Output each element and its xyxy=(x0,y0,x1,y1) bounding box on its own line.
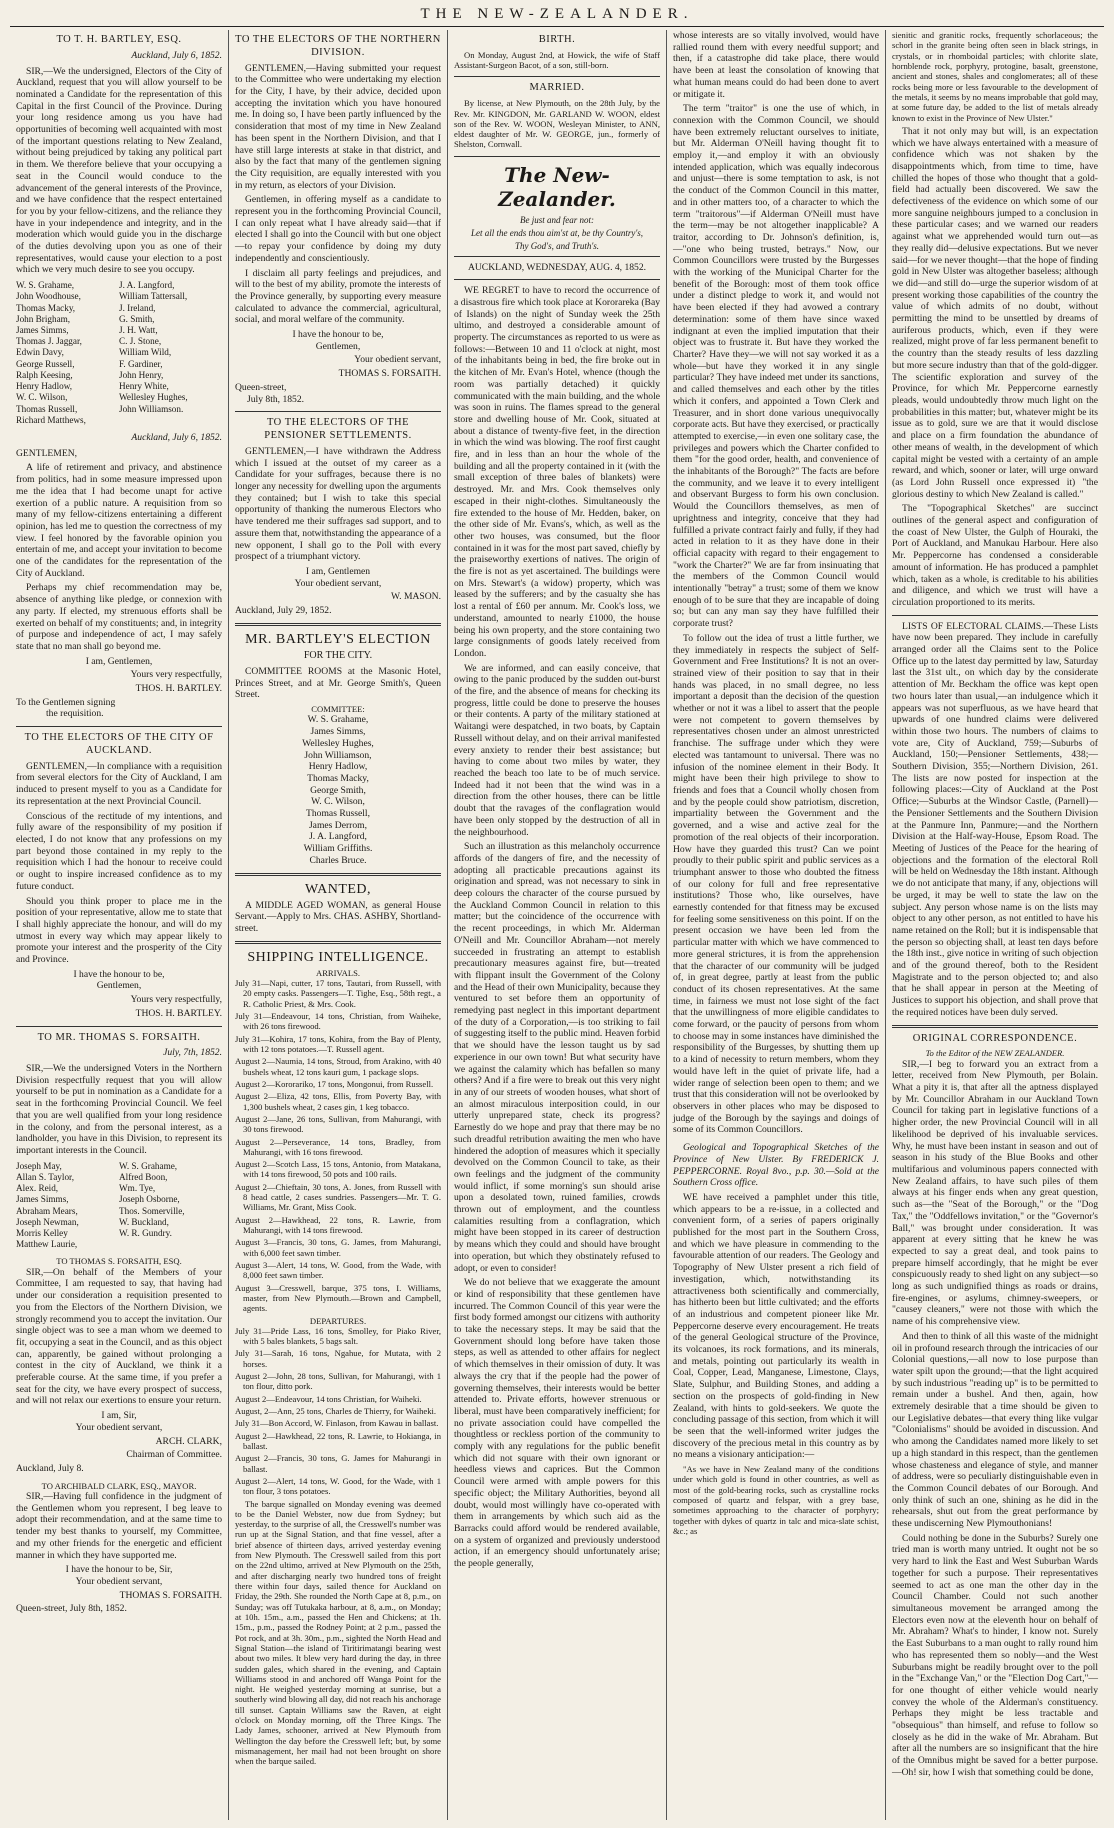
signatory-name: Alex. Reid, xyxy=(16,1183,59,1194)
divider xyxy=(454,279,660,280)
fire-editorial-continued xyxy=(673,30,879,1136)
paragraph: Gentlemen, in offering myself as a candidate to represent you in the forthcoming Provincial Council, I can only repeat what I have already said—that if elected I shall go into the Council with but one object—to repay your confidence by doing my duty independently and conscientiously. xyxy=(235,194,441,264)
paragraph: Conscious of the rectitude of my intentions, and fully aware of the responsibility of my position if elected, I do not know that any professions on my part beyond those contained in my reply to the requisition which I had the honour to receive could or ought to inspire increased confidence as to my future conduct. xyxy=(16,810,222,892)
signatory-name: G. Smith, xyxy=(119,313,155,324)
committee-member: W. S. Grahame, xyxy=(307,714,369,726)
column-4 xyxy=(667,30,886,1820)
signatory-name: Thomas J. Jaggar, xyxy=(16,336,82,347)
motto: Be just and fear not: xyxy=(520,214,594,225)
arrival-entry: August 3—Cresswell, barque, 375 tons, I. Williams, master, from New Plymouth.—Brown and Campbell, agents. xyxy=(235,1282,441,1314)
arrival-entry: July 31—Endeavour, 14 tons, Christian, from Waiheke, with 26 tons firewood. xyxy=(235,1011,441,1032)
paragraph: Should you think proper to place me in the position of your representative, allow me to state that I shall highly appreciate the honour, and will do my utmost in every way which may appear likely to promote your interest and the prosperity of the City and Province. xyxy=(16,895,222,966)
signatory-name: J. Ireland, xyxy=(119,302,156,313)
signatory-name: Thos. Somerville, xyxy=(119,1205,185,1216)
signatory-name: C. J. Stone, xyxy=(119,336,162,347)
arrival-entry: August 2—Hawkhead, 22 tons, R. Lawrie, from Mahurangi, with 14 tons firewood. xyxy=(235,1214,441,1235)
divider xyxy=(235,941,441,944)
signatories xyxy=(16,1161,222,1251)
arrival-entry: August 2—Jane, 26 tons, Sullivan, from Mahurangi, with 30 tons firewood. xyxy=(235,1113,441,1135)
article-heading: TO THE ELECTORS OF THE NORTHERN DIVISION. xyxy=(235,34,441,58)
article-heading: TO THE ELECTORS OF THE PENSIONER SETTLEMENTS. xyxy=(264,417,412,442)
closing: I have the honour to be, xyxy=(292,329,384,341)
signature-title: Chairman of Committee. xyxy=(126,1449,222,1461)
paragraph: LISTS OF ELECTORAL CLAIMS.—These Lists have now been prepared. They include in carefully arranged order all the Claims sent to the Police Office up to the latest day permitted by law, Saturday last the 31st ult., on which day by the considerate attention of Mr. Beckham the office was kept open two hours later than usual,—an indulgence which it appears was not superfluous, as we have heard that upwards of one hundred claims were delivered within those two hours. The numbers of claims to vote are, City of Auckland, 759;—Suburbs of Auckland, 150;—Pensioner Settlements, 438;—Southern Division, 355;—Northern Division, 261. The lists are now posted for inspection at the following places:—City of Auckland at the Post Office;—Suburbs at the Windsor Castle, (Parnell)—the Pensioner Settlements and the Southern Division at the Panmure Inn, Panmure;—and the Northern Division at the Half-way-House, Epsom Road. The Meeting of Justices of the Peace for the hearing of objections and the formation of the electoral Roll will be held on Wednesday the 18th instant. Although we do not anticipate that many, if any, objections will be urged, it may be well to state the law on the subject. Any person whose name is on the lists may object to any other person, as not entitled to have his name retained on the Roll; but it is indispensable that the person so objecting shall, at least ten days before the 18th inst., give notice in writing of such objection and of the ground thereof, both to the Resident Magistrate and to the person objected to; and also that he shall appear in person at the Meeting of Justices to support his objection, and shall prove that the required notices have been duly served. xyxy=(892,620,1098,1018)
committee-member: Wellesley Hughes, xyxy=(302,737,374,749)
book-review-continued xyxy=(892,30,1098,609)
bartley-reply xyxy=(16,432,222,720)
article-heading: TO MR. THOMAS S. FORSAITH. xyxy=(37,1031,201,1043)
divider xyxy=(454,76,660,77)
signature: THOMAS S. FORSAITH. xyxy=(338,368,441,380)
signatories-left xyxy=(16,280,119,426)
section-label: ARRIVALS. xyxy=(315,967,360,978)
committee-member: Thomas Russell, xyxy=(306,808,370,820)
marriage-notice xyxy=(454,82,660,149)
masthead: THE NEW-ZEALANDER. xyxy=(10,6,1104,27)
closing: I have the honour to be, xyxy=(73,968,165,980)
arrival-entry: August 2—Eliza, 42 tons, Ellis, from Poverty Bay, with 1,300 bushels wheat, 2 cases gin, 1 keg tobacco. xyxy=(235,1091,441,1112)
article-subheading: FOR THE CITY. xyxy=(303,649,373,661)
dateline: Auckland, July 6, 1852. xyxy=(131,49,222,61)
paragraph: A life of retirement and privacy, and abstinence from politics, had in some measure impressed upon me the idea that I had become unapt for active exertion of a public nature. A requisition from so many of my fellow-citizens entertaining a different opinion, has led me to question the correctness of my view. I feel honored by the favorable opinion you entertain of me, and accept your invitation to become one of the candidates for the representation of the City of Auckland. xyxy=(16,462,222,579)
column-3 xyxy=(448,30,667,1820)
departure-entry: August 2—Francis, 30 tons, G. James for Mahurangi in ballast. xyxy=(235,1453,441,1474)
signatory-name: J. H. Watt, xyxy=(119,325,158,336)
paragraph: whose interests are so vitally involved, would have rallied round them with every needful support; and then, if a catastrophe did take place, there would have been at least the consolation of knowing that what human means could do had been done to avert or mitigate it. xyxy=(673,30,879,100)
committee-member: Thomas Macky, xyxy=(307,772,369,784)
paragraph: Such an illustration as this melancholy occurrence affords of the dangers of fire, and the necessity of adopting all practicable precautions against its origination and spread, was not necessary to sink in deep colours the character of the course pursued by the Auckland Common Council in relation to this matter; but the coincidence of the occurrence with the recent proceedings, in which Mr. Alderman O'Neill and Mr. Councillor Abraham—not merely succeeded in frustrating an attempt to establish precautionary measures against fire, but—treated with flippant insult the Government of the Colony and the Head of their own Municipality, because they ventured to set before them an opportunity of remedying past neglect in this important department of the duty of a Corporation,—is too striking to fail of suggesting itself to the public mind. Heaven forbid that we should have the lesson taught us by sad experience in our own town! But what security have we against the calamity which has befallen so many others? And if a fire were to break out this very night in any of our streets of wooden houses, what short of an almost miraculous interposition could, in our utterly unprepared state, check its progress? Earnestly do we hope and pray that there may be no such dreadful retribution awaiting the men who have hindered the adoption of measures which it specially devolved on the Common Council to take, as their own feelings and the judgment of the community would inflict, if some morning's sun should arise upon a desolated town, ruined families, crowds thrown out of employment, and the countless calamities resulting from a conflagration, which might have been stopped in its career of destruction by means which they could and should have brought into operation, but which they obstinately refused to adopt, or even to consider! xyxy=(454,841,660,1274)
motto: Let all the ends thou aim'st at, be thy Country's, xyxy=(470,227,644,238)
paragraph: Perhaps my chief recommendation may be, absence of anything like pledge, or connexion with any party. If elected, my strenuous efforts shall be exerted on behalf of my constituents; and, in integrity of purpose and independence of act, I may safely state that no man shall go beyond me. xyxy=(16,582,222,652)
divider xyxy=(235,623,441,626)
divider xyxy=(16,1026,222,1027)
article-body: SIR,—On behalf of the Members of your Committee, I am requested to say, that having had under our consideration a requisition presented to you from the Electors of the Northern Division, we strongly recommend you to accept the invitation. Our single object was to see a man whom we deemed to fit, occupying a seat in the Council, and as this object can, apparently, be gained without prolonging a contest in the city of Auckland, we think it a preferable course. At the same time, if you prefer a seat for the city, we have every prospect of success, and will not relax our exertions to ensure your return. xyxy=(16,1266,222,1407)
article-body: COMMITTEE ROOMS at the Masonic Hotel, Princes Street, and at Mr. George Smith's, Queen Street. xyxy=(235,665,441,701)
forsaith-reply xyxy=(16,1481,222,1615)
article-body: SIR,—We the undersigned, Electors of the City of Auckland, request that you will allow yourself to be nominated a Candidate for the representation of this Capital in the first Council of the Province. During your long residence among us you have had opportunities of becoming well acquainted with most of the important questions relating to New Zealand, without being prejudiced by taking any political part in them. We therefore believe that your occupying a seat in the Council would conduce to the advancement of the general interests of the Province, and we have confidence that the respect entertained for you by your fellow-citizens, and the reliance they have in your independence and integrity, and in the moderation which would guide you in the discharge of the duties devolving upon you as one of their representatives, would cause your election to a post which we very much desire to see you occupy. xyxy=(16,65,222,276)
electoral-claims-notice xyxy=(892,621,1098,1019)
departure-entry: August, 2—Ann, 25 tons, Charles de Thierry, for Waiheki. xyxy=(235,1406,437,1416)
signatory-name: W. R. Gundry. xyxy=(119,1227,172,1238)
arrival-entry: August 2—Kororariko, 17 tons, Mongonui, from Russell. xyxy=(235,1078,434,1089)
addressee: TO ARCHIBALD CLARK, ESQ., MAYOR. xyxy=(41,1480,197,1491)
signatory-name: Henry White, xyxy=(119,381,169,392)
column-2 xyxy=(229,30,448,1820)
paragraph: The term "traitor" is one the use of which, in connexion with the Common Council, we should have been extremely reluctant ourselves to initiate, but Mr. Alderman O'Neill having thought fit to employ it,—and employ it with an obviously intended application, which was equally indecorous and unjust—there is some temptation to ask, is not the conduct of the Common Council in this matter, and in other matters too, of a character to which the term "traitorous"—if Alderman O'Neill must have the term—may be not altogether inapplicable? A traitor, according to Dr. Johnson's definition, is,—"one who being trusted, betrays." Now, our Common Councillors were trusted by the Burgesses with the working of the Municipal Charter for the benefit of the Borough: most of them took office under a distinct pledge to work it, and would not have been elected if they had avowed a contrary determination: some of them have since waxed indignant at even the implied imputation that their object was to frustrate it. But have they worked the Charter? Have they—we will not say worked it as a whole—but have they worked it in any single particular? They have indeed met under its sanctions, and called themselves and each other by the titles which it confers, and appointed a Town Clerk and Treasurer, and in short done various unequivocally corporate acts. But have they exercised, or practically attempted to exercise,—in even one solitary case, the privileges and powers which the Charter confided to them "for the good order, health, and convenience of the inhabitants of the Borough?" The facts are before the community, and we leave it to every intelligent and observant Burgess to form his own conclusion. Would the Councillors themselves, as men of uprightness and integrity, conceive that they had fulfilled a private contract fairly and fully, if they had acted in relation to it as they have done in their official capacity with regard to their engagement to "work the Charter?" We are far from insinuating that the members of the Common Council would intentionally "betray" a trust; some of them we know enough of to be sure that they are incapable of doing so; but can any man say they have fulfilled their corporate trust? xyxy=(673,103,879,630)
signatory-name: Thomas Macky, xyxy=(16,302,76,313)
paragraph: The "Topographical Sketches" are succinct outlines of the general aspect and configuration of the coast of New Ulster, the Gulph of Houraki, the Port of Auckland, and Manukau Harbour. Here also Mr. Peppercorne has condensed a considerable amount of information. He has produced a pamphlet which, taken as a whole, is creditable to his abilities and diligence, and which we trust will have a circulation proportioned to its merits. xyxy=(892,503,1098,608)
shipping-intelligence xyxy=(235,949,441,1767)
closing: Your obedient servant, xyxy=(294,577,382,589)
signature: W. MASON. xyxy=(390,591,441,603)
book-review xyxy=(673,1142,879,1536)
arrival-entry: August 2—Chieftain, 30 tons, A. Jones, from Russell with 8 head cattle, 2 cases sundries. Passengers—Mr. T. G. Williams, Mr. Grant, Miss Cook. xyxy=(235,1181,441,1213)
closing: Your obedient servant, xyxy=(75,1421,163,1433)
departure-entry: August 2—Alert, 14 tons, W. Good, for the Wade, with 1 ton flour, 3 tons potatoes. xyxy=(235,1475,441,1497)
closing: Gentlemen, xyxy=(315,340,361,352)
article-body: SIR,—Having full confidence in the judgment of the Gentlemen whom you represent, I beg leave to adopt their recommendation, and at the same time to tender my best thanks to yourself, my Committee, and my other friends for the energetic and efficient manner in which they have supported me. xyxy=(16,1490,222,1561)
paragraph: GENTLEMEN,—In compliance with a requisition from several electors for the City of Auckland, I am induced to present myself to you as a Candidate for its representation at the next Provincial Council. xyxy=(16,760,222,807)
signatories-left xyxy=(16,1161,119,1251)
signatories-right xyxy=(119,1161,222,1251)
signatory-name: Wellesley Hughes, xyxy=(119,392,188,403)
addressee: TO THOMAS S. FORSAITH, ESQ. xyxy=(56,1256,182,1267)
committee-letter xyxy=(16,1256,222,1474)
dateline: Auckland, July 6, 1852. xyxy=(131,432,222,443)
signatory-name: Matthew Laurie, xyxy=(16,1239,78,1250)
committee-member: James Derrom, xyxy=(308,819,368,831)
signatory-name: George Russell, xyxy=(16,358,75,369)
signatory-name: John Brigham, xyxy=(16,313,71,324)
article-heading: BIRTH. xyxy=(538,34,576,45)
departure-entry: July 31—Bon Accord, W. Finlason, from Kawau in ballast. xyxy=(235,1418,439,1429)
article-body: On Monday, August 2nd, at Howick, the wife of Staff Assistant-Surgeon Bacot, of a son, still-born. xyxy=(454,49,660,71)
signatory-name: James Simms, xyxy=(16,325,69,336)
article-heading: TO T. H. BARTLEY, ESQ. xyxy=(56,34,182,45)
article-heading: MARRIED. xyxy=(529,82,585,94)
salutation: GENTLEMEN, xyxy=(16,447,78,459)
arrival-entry: August 3—Alert, 14 tons, W. Good, from the Wade, with 8,000 feet sawn timber. xyxy=(235,1259,441,1281)
address-to-northern-division xyxy=(235,34,441,405)
motto: Thy God's, and Truth's. xyxy=(514,240,600,251)
signatory-name: Thomas Russell, xyxy=(16,403,78,414)
fire-editorial xyxy=(454,285,660,1570)
review-title: Geological and Topographical Sketches of the Province of New Ulster. By FREDERICK J. PEPPERCORNE. Royal 8vo., p.p. 30.—Sold at the Southern Cross office. xyxy=(673,1142,879,1189)
arrival-entry: July 31—Kohira, 17 tons, Kohira, from the Bay of Plenty, with 12 tons potatoes.—T. Russell agent. xyxy=(235,1033,441,1054)
birth-notice xyxy=(454,34,660,70)
paper-title: The New-Zealander. xyxy=(498,162,616,212)
divider xyxy=(235,411,441,412)
address-to-pensioner-settlements xyxy=(235,417,441,616)
signature: ARCH. CLARK, xyxy=(155,1435,222,1447)
committee-members xyxy=(235,714,441,866)
address-to-city-electors xyxy=(16,732,222,1019)
committee-member: James Simms, xyxy=(310,726,366,738)
departure-entry: July 31—Pride Lass, 16 tons, Smolley, for Piako River, with 5 bales blankets, 5 bags salt. xyxy=(235,1325,441,1347)
closing: I have the honour to be, Sir, xyxy=(65,1564,173,1576)
article-body: SIR,—We the undersigned Voters in the Northern Division respectfully request that you will allow yourself to be put in nomination as a Candidate for a seat in the forthcoming Provincial Council. We feel that you are well qualified from your long residence in the colony, and from the personal interest, as a landholder, you have in this Division, to represent its important interests in the Council. xyxy=(16,1063,222,1156)
wanted-advert xyxy=(235,881,441,935)
dateline: Auckland, July 29, 1852. xyxy=(235,605,332,617)
paragraph: I disclaim all party feelings and prejudices, and will to the best of my ability, promote the interests of the Province generally, by supporting every measure calculated to advance the commercial, agricultural, social, and moral welfare of the community. xyxy=(235,267,441,326)
article-heading: SHIPPING INTELLIGENCE. xyxy=(247,949,429,965)
paragraph: GENTLEMEN,—Having submitted your request to the Committee who were undertaking my election for the City, I have, by their advice, decided upon accepting the invitation which you have honoured me. In doing so, I have been partly influenced by the consideration that most of my time in New Zealand has been spent in the Northern Division, and that I have still large interests at stake in that district, and also by the fact that many of the gentlemen signing the City requisition, are equally interested with you in my return, as electors of your Division. xyxy=(235,62,441,191)
addressee: To the Editor of the NEW ZEALANDER. xyxy=(925,1048,1065,1059)
committee-member: J. A. Langford, xyxy=(309,831,367,843)
signature: THOS. H. BARTLEY. xyxy=(135,683,222,695)
arrival-entry: August 2—Perseverance, 14 tons, Bradley, from Mahurangi, with 16 tons firewood. xyxy=(235,1136,441,1157)
dateline: July, 7th, 1852. xyxy=(163,1047,222,1059)
arrival-entry: August 3—Francis, 30 tons, G. James, from Mahurangi, with 6,000 feet sawn timber. xyxy=(235,1237,441,1258)
closing: I am, Gentlemen, xyxy=(85,655,153,667)
closing: I am, Sir, xyxy=(101,1410,137,1422)
article-heading: WANTED, xyxy=(304,881,372,897)
committee-member: Henry Hadlow, xyxy=(308,761,368,773)
divider xyxy=(892,1025,1098,1028)
divider xyxy=(454,156,660,157)
paragraph: Could nothing be done in the Suburbs? Surely one tried man is worth many untried. It ought not be so very hard to link the East and West Suburban Wards together for such a purpose. Their representatives seemed to act as one man the other day in the Council Chamber. Could not such another simultaneous movement be arranged among the Electors even now at the eleventh hour on behalf of Mr. Abraham? What's to hinder, I know not. Surely the East Suburbans to a man ought to rally round him who has represented them so nobly—and the West Suburbans might be readily brought over to the poll in the "Exchange Van," or the "Election Dog Cart,"—for one thought of either vehicle would nearly convey the whole of the Alderman's constituency. Perhaps they might be less tractable and "obsequious" than himself, and refuse to follow so closely as he did in the wake of Mr. Abraham. But after all the numbers are so insignificant that the hire of the Omnibus might be saved for a better purpose.—Oh! sir, how I wish that something could be done, xyxy=(892,1532,1098,1778)
signatory-name: Alfred Boon, xyxy=(119,1171,168,1182)
signatory-name: Joseph Osborne, xyxy=(119,1194,180,1205)
signatory-name: W. C. Wilson, xyxy=(16,392,68,403)
columns xyxy=(10,30,1104,1820)
signatory-name: Edwin Davy, xyxy=(16,347,64,358)
signatory-name: Joseph Newman, xyxy=(16,1216,79,1227)
committee-member: George Smith, xyxy=(310,784,366,796)
signatory-name: F. Gardiner, xyxy=(119,358,163,369)
paragraph: We do not believe that we exaggerate the amount or kind of responsibility that these gentlemen have incurred. The Common Council of this year were the first body formed amongst our citizens with authority to take the necessary steps. It may be said that the Government should long before have taken those steps, as well as attended to other affairs for neglect of which themselves in their omission of duty. It was always the cry that if the people had the power of governing themselves, their interests would be better attended to. Private efforts, however strenuous or liberal, must have been comparatively inefficient; for no private association could have compelled the thoughtless or reckless portion of the community to comply with any regulations for the public benefit which did not square with their own ignorant or heedless views and caprices. But the Common Council were armed with ample powers for this specific object; the Military Authorities, beyond all doubt, would most willingly have co-operated with them in arrangements by which such aid as the Barracks could afford would be rendered available, on a system of organized and previously understood action, if an emergency should unfortunately arise; the people generally, xyxy=(454,1277,660,1570)
paragraph: WE have received a pamphlet under this title, which appears to be a re-issue, in a collected and convenient form, of a series of papers originally published for the most part in the Southern Cross, and which we have pleasure in commending to the favourable attention of our readers. The Geology and Topography of New Ulster present a rich field of investigation, which, notwithstanding its attractiveness both scientifically and commercially, has hitherto been but little cultivated; and the efforts of an industrious and competent pioneer like Mr. Peppercorne deserve every encouragement. He treats of the general Geological structure of the Province, its volcanoes, its rock formations, and its minerals, and metals, pointing out particularly its wealth in Coal, Copper, Lead, Manganese, Limestone, Clays, Slate, Sulphur, and Building Stones, and adding a section on the prospects of gold-finding in New Zealand, with hints to gold-seekers. We quote the concluding passage of this section, from which it will be seen that the well-informed writer judges the discovery of the precious metal in this country as by no means a visionary anticipation:— xyxy=(673,1191,879,1461)
paragraph: WE REGRET to have to record the occurrence of a disastrous fire which took place at Kororareka (Bay of Islands) on the night of Sunday week the 25th ultimo, and destroyed a considerable amount of property. The circumstances as reported to us were as follows:—Between 10 and 11 o'clock at night, most of the inhabitants being in bed, the fire broke out in the kitchen of Mr. Evan's Hotel, whence (though the room was partially detached) it quickly communicated with the main building, and the whole was soon in ruins. The flames spread to the general store and dwelling house of Mr. Cook, situated at about a distance of twenty-five feet, in the direction in which the wind was blowing. The roof first caught fire, and in less than an hour the whole of the building and all the property contained in it (with the small exception of three bales of blankets) were destroyed. Mr. and Mrs. Cook themselves only escaped in their night-clothes. Simultaneously the fire extended to the house of Mr. Hedden, baker, on the other side of Mr. Evans's, which, as well as the other two houses, was consumed, but the floor contained in it was for the most part saved, chiefly by the praiseworthy exertions of natives. The origin of the fire is not as yet ascertained. The buildings were on Mrs. Stewart's (a widow) property, which was leased by the sufferers; and by the casualty she has lost a rental of £60 per annum. Mr. Cook's loss, we understand, amounted to nearly £1000, the house being his own property, and the store containing two large consignments of goods lately received from London. xyxy=(454,285,660,659)
arrival-entry: August 2—Scotch Lass, 15 tons, Antonio, from Matakana, with 14 tons firewood, 50 pots and 100 rails. xyxy=(235,1159,441,1180)
signatory-name: Joseph May, xyxy=(16,1160,62,1171)
closing: Your obedient servant, xyxy=(354,354,441,366)
signatories-right xyxy=(119,280,222,426)
signatory-name: John Williamson. xyxy=(119,403,184,414)
place: Queen-street, xyxy=(235,381,287,393)
quotation: sienitic and granitic rocks, frequently schorlaceous; the schorl in the granite being often seen in black strings, in crystals, or in rhomboidal particles; with chlorite slate, hornblende rock, porphyry, protogine, basalt, greenstone, ancient and stones, shales and conglomerates; all of these rocks being more or less favourable to the development of the metals, it seems by no means improbable that gold may, at some future day, be added to the list of metals already known to exist in the Province of New Ulster." xyxy=(892,30,1098,123)
election-committee-notice xyxy=(235,631,441,867)
correspondence xyxy=(892,1033,1098,1779)
arrivals-list xyxy=(235,978,441,1313)
departure-entry: August 2—John, 28 tons, Sullivan, for Mahurangi, with 1 ton flour, ditto pork. xyxy=(235,1371,441,1392)
section-label: DEPARTURES. xyxy=(309,1315,367,1326)
divider xyxy=(454,256,660,257)
signatory-name: William Wild, xyxy=(119,347,172,358)
signatory-name: J. A. Langford, xyxy=(119,280,175,291)
signatory-name: John Henry, xyxy=(119,369,164,380)
signatory-name: Wm. Tye, xyxy=(119,1183,156,1194)
arrival-entry: July 31—Napi, cutter, 17 tons, Tautari, from Russell, with 20 empty casks. Passengers—T. Tighe, Esq., 58th regt., a R. Catholic Priest, & Mrs. Cook. xyxy=(235,978,441,1009)
committee-label: COMMITTEE: xyxy=(311,704,365,715)
signatory-name: W. S. Grahame, xyxy=(119,1160,178,1171)
signatory-name: Richard Matthews, xyxy=(16,414,86,425)
committee-member: William Griffiths. xyxy=(303,843,373,855)
paragraph: SIR,—I beg to forward you an extract from a letter, received from New Plymouth, per Bolain. What a pity it is, that after all the aptness displayed by Mr. Councillor Abraham in our Auckland Town Council for taking part in legislative functions of a higher order, the new Provincial Council will in all likelihood be deprived of his invaluable services. Why, he must have been instant in season and out of season in his study of the Blue Books and other multifarious and voluminous papers connected with New Zealand affairs, to have such piles of them always at his finger ends when any great question, such as—the "Seat of the Borough," or the "Dog Tax," the "Oddfellows invitation," or the "Governor's Ball," was brought under consideration. It was apparent at every sitting that he knew he was expected to say a great deal, and took pains to prepare himself accordingly, that he might be ever conspicuously ready to shed light on any subject—so long as such undignified things as roads or drains, fire-engines, or asylums, chimney-sweepers, or "causey cleaners," were not those with which the name of his comprehensive view. xyxy=(892,1058,1098,1328)
column-1 xyxy=(10,30,229,1820)
divider xyxy=(16,726,222,727)
paragraph: That it not only may but will, is an expectation which we have always entertained with a measure of confidence which was not shaken by the disappointments which, from time to time, have chilled the hopes of those who thought that a gold-field had actually been discovered. We saw the defectiveness of the evidence on which some of our more sanguine neighbours jumped to a conclusion in these particular cases; and we warned our readers against what we apprehended would turn out—as they really did—delusive expectations. But we never said—for we never thought—that the hope of finding gold in New Ulster was altogether baseless; although we did—and still do—urge the superior wisdom of at present working those capabilities of the country the value of which admits of no doubt, without permitting the mind to be unsettled by dreams of auriferous products, which, even if they were realized, might prove of far less permanent benefit to the country than the steady results of less dazzling but more secure industry than that of the gold-digger. The scientific exploration and survey of the Province, for which Mr. Peppercorne earnestly pleads, would undoubtedly throw much light on the probabilities in this matter; but, whatever might be its issue as to gold, sure we are that it would disclose and place on a firm foundation the abundance of other means of wealth, in the development of which capital might be vested with a certainty of an ample reward, and which, sooner or later, will urge onward (as Lord John Russell once expressed it) "the glorious destiny to which New Zealand is called." xyxy=(892,125,1098,500)
signature: THOS. H. BARTLEY. xyxy=(135,1007,222,1019)
article-heading: TO THE ELECTORS OF THE CITY OF AUCKLAND. xyxy=(24,732,214,756)
article-heading: ORIGINAL CORRESPONDENCE. xyxy=(912,1032,1078,1044)
closing: Gentlemen, xyxy=(96,980,142,992)
signatory-name: W. S. Grahame, xyxy=(16,280,75,291)
closing: I am, Gentlemen xyxy=(305,565,371,577)
quotation: "As we have in New Zealand many of the conditions under which gold is found in other countries, as well as most of the gold-bearing rocks, such as crystalline rocks composed of quartz and felspar, with a grey base, sometimes approaching to the character of porphyry; together with dykes of quartz in talc and mica-slate schist, &c.; as xyxy=(673,1464,879,1536)
signatory-name: John Woodhouse, xyxy=(16,291,81,302)
signature: THOMAS S. FORSAITH. xyxy=(119,1589,222,1601)
closing: Yours very respectfully, xyxy=(130,994,222,1006)
paragraph: We are informed, and can easily conceive, that owing to the panic produced by the sudden out-burst of the fire, and the absence of means for checking its progress, little could be done to preserve the houses or their contents. A party of the military stationed at Waitangi were despatched, in two boats, by Captain Russell without delay, and on their arrival manifested every anxiety to render their best assistance; but having to come about two miles by water, they reached the beach too late to be of much service. Indeed had it not been that the wind was in a direction from the other houses, there can be little doubt that the ravages of the conflagration would have been only stopped by the destruction of all in the neighbourhood. xyxy=(454,662,660,838)
signatory-name: Morris Kelley xyxy=(16,1227,68,1238)
signatory-name: Allan S. Taylor, xyxy=(16,1171,75,1182)
article-body: By license, at New Plymouth, on the 28th July, by the Rev. Mr. KINGDON, Mr. GARLAND W. WOON, eldest son of the Rev. W. WOON, Wesleyan Minister, to ANN, eldest daughter of Mr. W. GEORGE, jun., formerly of Shelston, Cornwall. xyxy=(454,98,660,150)
dateline: Auckland, July 8. xyxy=(16,1462,84,1474)
article-heading: MR. BARTLEY'S ELECTION xyxy=(245,631,431,647)
article-body: A MIDDLE AGED WOMAN, as general House Servant.—Apply to Mrs. CHAS. ASHBY, Shortland-street. xyxy=(235,899,441,935)
column-5 xyxy=(886,30,1104,1820)
signatory-name: Ralph Keesing, xyxy=(16,369,73,380)
signatory-name: James Simms, xyxy=(16,1194,69,1205)
departure-entry: August 2—Endeavour, 14 tons Christian, for Waiheki. xyxy=(235,1393,422,1404)
divider xyxy=(892,615,1098,616)
signatory-name: W. Buckland, xyxy=(119,1216,169,1227)
article-body: GENTLEMEN,—I have withdrawn the Address which I issued at the outset of my career as a Candidate for your suffrages, because there is no longer any necessity for dwelling upon the arguments they contained; but I wish to take this special opportunity of thanking the numerous Electors who have tendered me their suffrages sad support, and to assure them that, notwithstanding the appearance of a new opponent, I shall go to the Poll with every prospect of a triumphant victory. xyxy=(235,445,441,563)
departure-entry: August 2—Hawkhead, 22 tons, R. Lawrie, to Hokianga, in ballast. xyxy=(235,1430,441,1451)
addressee: the requisition. xyxy=(46,708,104,720)
issue-dateline: AUCKLAND, WEDNESDAY, AUG. 4, 1852. xyxy=(467,262,647,274)
committee-member: John Williamson, xyxy=(304,749,372,761)
paragraph: To follow out the idea of trust a little further, we they immediately in respects the subject of Self-Government and Free Institutions? It is not an over-strained view of their position to say that in their hands was placed, in no small degree, no less important a deposit than the decision of the question whether or not it was a libel to assert that the people were not competent to govern themselves by representatives chosen under an almost unrestricted franchise. The suffrage under which they were elected was tantamount to universal. There was no infusion of the nominee element in their Body. It might have been their high privilege to show to friends and foes that a Council wholly chosen from and by the people could show patriotism, discretion, impartiality between the Government and the governed, and a wise and active zeal for the promotion of the real objects of their incorporation. How have they guarded this trust? Can we point proudly to their public spirit and public services as a triumphant answer to those who doubted the fitness of our colony for full and free representative institutions? Those who, like ourselves, have earnestly contended for that fitness may be excused for feeling some sensitiveness on this point. If on the present occasion we have been led from the particular matter with which we have commenced to more general strictures, it is from the apprehension that the character of our community will be judged of, in great degree, partly at least from the public conduct of its chosen representatives. At the same time, in fairness we must not lose sight of the fact that the unwillingness of more eligible candidates to come forward, or the paucity of persons from whom to choose may in some instances have diminished the responsibility of the Burgesses, by shutting them up to a kind of necessity to return members, whom they would have left in the quiet of private life, had a wider range of selection been open to them; and we trust that this consideration will not be overlooked by observers in other places who may be disposed to judge of the Borough by the sayings and doings of some of its Common Councillors. xyxy=(673,632,879,1136)
committee-member: W. C. Wilson, xyxy=(311,796,365,808)
closing: Yours very respectfully, xyxy=(130,669,222,681)
divider xyxy=(235,873,441,876)
dateline: Queen-street, July 8th, 1852. xyxy=(16,1603,127,1615)
dateline: July 8th, 1852. xyxy=(247,393,305,405)
closing: Your obedient servant, xyxy=(75,1575,163,1587)
departure-entry: July 31—Sarah, 16 tons, Ngahue, for Mutata, with 2 horses. xyxy=(235,1348,441,1369)
shipping-note: The barque signalled on Monday evening was deemed to be the Daniel Webster, now due from Sydney; but yesterday, to the surprise of all, the Cresswell's number was run up at the Signal Station, and that fine vessel, after a brief absence of thirteen days, arrived yesterday evening from New Plymouth. The Cresswell sailed from this port on the 22nd ultimo, arrived at New Plymouth on the 25th, and after discharging nearly two hundred tons of freight there within four days, sailed thence for Auckland on Friday, the 29th. She rounded the North Cape at 8, p.m., on Sunday; was off Tutukaka harbour, at 8, a.m., on Monday; at 10h. 15m., a.m., passed the Hen and Chickens; at 1h. 15m., p.m., passed the Rodney Point; at 2 p.m., passed the Pot rock, and at 3h. 30m., p.m., sighted the North Head and Signal Station—the island of Tiritirimatangi bearing west about two miles. It blew very hard during the day, in three sudden gales, which shared in the evening, and Captain Williams stood in and anchored off Wanga Point for the night. He weighed yesterday morning at sunrise, but a southerly wind blowing all day, did not reach his anchorage till sunset. Captain Williams saw the Raven, at eight o'clock on Monday morning, off the Three Kings. The Lady James, schooner, arrived at New Plymouth from Wellington the day before the Cresswell left; but, by some mismanagement, her mail had not been brought on shore when the barque sailed. xyxy=(235,1498,441,1767)
requisition-to-forsaith xyxy=(16,1032,222,1251)
signatories xyxy=(16,280,222,426)
addressee: To the Gentlemen signing xyxy=(16,696,116,708)
signatory-name: William Tattersall, xyxy=(119,291,188,302)
committee-member: Charles Bruce. xyxy=(309,854,367,866)
signatory-name: Henry Hadlow, xyxy=(16,381,73,392)
signatory-name: Abraham Mears, xyxy=(16,1205,78,1216)
paragraph: And then to think of all this waste of the midnight oil in profound research through the intricacies of our Colonial questions,—all now to lose purpose than water spilt upon the ground;—that the light acquired by such industrious "reading up" is to be permitted to remain under a bushel. And then, again, how extremely desirable that a time should be given to our Legislative debates—that every thing like vulgar "Colonialisms" should be avoided in discussion. And who among the Candidates named more likely to set up a high standard in this respect, than the gentlemen whose chasteness and elegance of style, and manner of address, were so peculiarly distinguishable even in the Common Council debates of our Borough. And only think of such an one, shining as he did in the rehearsals, shut out from the great performance by these undiscerning New Plymouthonians! xyxy=(892,1330,1098,1530)
requisition-to-bartley xyxy=(16,34,222,426)
arrival-entry: August 2—Naumia, 14 tons, Stroud, from Arakino, with 40 bushels wheat, 12 tons kauri gum, 1 package slops. xyxy=(235,1056,441,1077)
departures-list xyxy=(235,1326,441,1497)
